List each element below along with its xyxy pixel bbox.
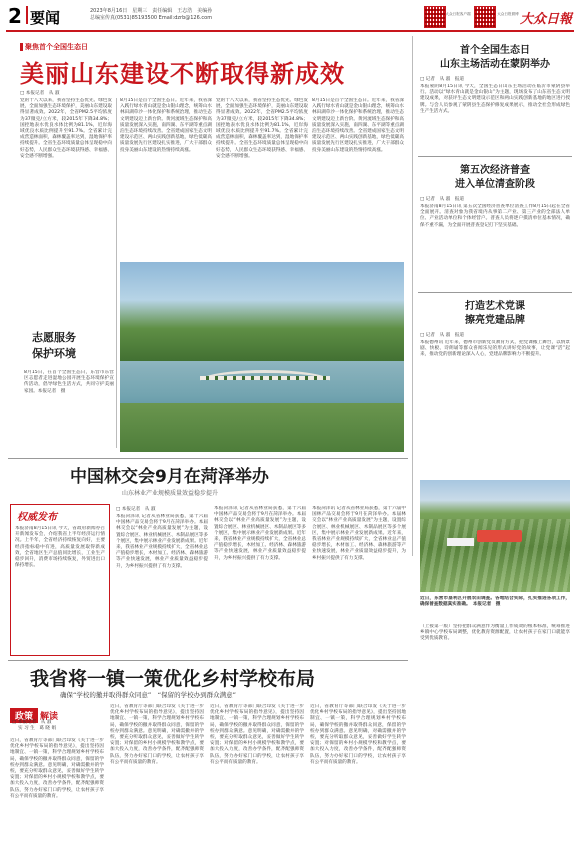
- story1-byline: □ 记者 从 淑 报道: [420, 77, 465, 82]
- bottom-right-body: （上接第一版）坚持把群众满意作为衡量工作成效的根本标准，统筹推进乡镇中心学校布局调整，优化教育资源配置，让农村孩子在家门口就能享受到优质教育。: [420, 624, 570, 642]
- section-rule: [8, 660, 408, 661]
- photo-shelter: [447, 538, 474, 546]
- school-byline: □ 本报记者 从 淑 实 习 生 葛 晓 娟: [12, 720, 57, 732]
- header-rule: [6, 30, 574, 32]
- lead-body-col2: 8月15日是首个全国生态日。近年来，我省深入践行绿水青山就是金山银山理念，统筹山水林田湖草沙一体化保护和系统治理，推动生态文明建设迈上新台阶。黄河流域生态保护和高质量发展深入实施，南四湖、东平湖等重点湖泊生态环境持续改善。全省建成国家生态文明建设示范区、两山实践创新基地，绿色低碳高质量发展先行区建设扎实推进，广大干部群众投身美丽山东建设的热情持续高涨。: [120, 98, 212, 153]
- policy-tag-suffix: 解读: [40, 712, 59, 722]
- photo-bridge-rail: [200, 376, 331, 380]
- lead-headline: 美丽山东建设不断取得新成效: [20, 60, 345, 88]
- story-divider: [418, 292, 572, 293]
- qr-code-icon: [474, 6, 496, 28]
- caption-title: 志愿服务 保护环境: [32, 331, 76, 360]
- school-headline: 我省将一镇一策优化乡村学校布局: [30, 668, 316, 690]
- photo-tent: [477, 530, 522, 541]
- forest-subheadline: 山东林业产业规模质量效益稳步提升: [122, 490, 219, 497]
- qr-caption: 大众日报微博: [497, 12, 519, 16]
- farmland-photo: [420, 480, 570, 592]
- section-rule: [8, 458, 408, 459]
- story2-headline: 第五次经济普查 进入单位清查阶段: [455, 165, 535, 190]
- header-divider: [26, 6, 28, 24]
- section-title: 要闻: [30, 9, 61, 27]
- policy-tag-label: 政策: [10, 708, 38, 723]
- authority-tag: 权威发布: [17, 512, 57, 523]
- lead-kicker: 聚焦首个全国生态日: [20, 42, 88, 52]
- lead-body-col3: 党的十八大以来，我省坚持生态优先、绿色发展，全面加强生态环境保护，美丽山东建设取得显著成效。2022年，全省PM2.5平均浓度为37微克/立方米，较2015年下降34.8%；国控地表水优良水体比例为81.1%，近岸海域优良水质比例提升至91.7%。全省累计完成营造林面积，森林覆盖率达到，湿地保护率持续提升。全省生态环境质量总体呈现稳中向好态势，人民群众生态环境获得感、幸福感、安全感不断增强。: [216, 98, 308, 159]
- qr-code-icon: [424, 6, 446, 28]
- forest-headline: 中国林交会9月在菏泽举办: [70, 467, 269, 487]
- header-meta: [90, 8, 350, 22]
- authority-body: 本报济南8月15日讯 今天，省政府新闻办召开新闻发布会，介绍我省上半年经济运行情况。上半年，全省经济持续恢复向好，主要经济指标稳中有进，高质量发展取得新成效，全省地区生产总值同比增长，工业生产稳步回升，消费市场持续恢复，外贸进出口保持增长。: [15, 526, 105, 569]
- photo-caption: 8月15日，在首个全国生态日，东营市东营区志愿者走进湿地公园开展生态环境保护宣传活动，倡导绿色生活方式，共同守护美丽家园。本报记者 摄: [24, 370, 114, 394]
- newspaper-logo: 大众日報: [519, 12, 572, 27]
- header-date-line: 2023年8月16日 星期三 责任编辑 王志浩 美编孙: [90, 8, 213, 14]
- page-number: 2: [8, 4, 22, 28]
- qr-caption: 大众日报客户端: [445, 12, 471, 16]
- kicker-bar-icon: [20, 43, 23, 51]
- lead-byline: □ 本报记者 从 淑: [20, 91, 60, 96]
- school-body-col3: 近日，省教育厅等部门联合印发《关于进一步优化乡村学校布局的指导意见》，提出坚持因地制宜、一镇一策，科学合理规划乡村学校布局，确保学校的撤并取得群众同意，保留的学校办到群众满意。意见明确，对确需撤并的学校，要充分听取群众意见，妥善做好学生转学安置；对保留的乡村小规模学校和教学点，要加大投入力度，改善办学条件，配齐配强师资队伍，努力办好家门口的学校，让农村孩子享有公平而有质量的教育。: [210, 704, 304, 765]
- lead-body-left: 党的十八大以来，我省坚持生态优先、绿色发展，全面加强生态环境保护，美丽山东建设取得显著成效。2022年，全省PM2.5平均浓度为37微克/立方米，较2015年下降34.8%；国控地表水优良水体比例为81.1%，近岸海域优良水质比例提升至91.7%。全省累计完成营造林面积，森林覆盖率达到，湿地保护率持续提升。全省生态环境质量总体呈现稳中向好态势，人民群众生态环境获得感、幸福感、安全感不断增强。: [20, 98, 112, 159]
- header-contact-line: 总编室传真(0531)85193500 Email:dzrb@126.com: [90, 15, 213, 21]
- wetland-photo: [120, 262, 404, 452]
- story3-headline: 打造艺术党课 擦亮党建品牌: [465, 301, 525, 326]
- story3-body: 本报德州讯 近年来，德州市创新党员教育方式，把党课搬上舞台，以情景剧、快板、诗朗诵等群众喜闻乐见的形式讲好党的故事，让党课“活”起来，推动党的创新理论深入人心，党建品牌影响力不断提升。: [420, 340, 570, 358]
- lead-body-col4: 8月15日是首个全国生态日。近年来，我省深入践行绿水青山就是金山银山理念，统筹山水林田湖草沙一体化保护和系统治理，推动生态文明建设迈上新台阶。黄河流域生态保护和高质量发展深入实施，南四湖、东平湖等重点湖泊生态环境持续改善。全省建成国家生态文明建设示范区、两山实践创新基地，绿色低碳高质量发展先行区建设扎实推进，广大干部群众投身美丽山东建设的热情持续高涨。: [312, 98, 404, 153]
- forest-body-col1: 本报菏泽讯 记者从省林业局获悉，第十六届中国林产品交易会将于9月在菏泽举办。本届林交会以“林业产业高质量发展”为主题，设置综合展区、林业机械展区、木制品展区等多个展区，集中展示林业产业发展新成果。近年来，我省林业产业规模持续扩大，全省林业总产值稳步增长，木材加工、经济林、森林旅游等产业快速发展，林业产业质量效益稳步提升，为乡村振兴提供了有力支撑。: [116, 514, 208, 569]
- school-body-col4: 近日，省教育厅等部门联合印发《关于进一步优化乡村学校布局的指导意见》，提出坚持因地制宜、一镇一策，科学合理规划乡村学校布局，确保学校的撤并取得群众同意，保留的学校办到群众满意。意见明确，对确需撤并的学校，要充分听取群众意见，妥善做好学生转学安置；对保留的乡村小规模学校和教学点，要加大投入力度，改善办学条件，配齐配强师资队伍，努力办好家门口的学校，让农村孩子享有公平而有质量的教育。: [310, 704, 406, 765]
- school-body-col1: 近日，省教育厅等部门联合印发《关于进一步优化乡村学校布局的指导意见》，提出坚持因地制宜、一镇一策，科学合理规划乡村学校布局，确保学校的撤并取得群众同意，保留的学校办到群众满意。意见明确，对确需撤并的学校，要充分听取群众意见，妥善做好学生转学安置；对保留的乡村小规模学校和教学点，要加大投入力度，改善办学条件，配齐配强师资队伍，努力办好家门口的学校，让农村孩子享有公平而有质量的教育。: [10, 738, 104, 799]
- photo-bridge: [200, 370, 331, 392]
- story-divider: [418, 156, 572, 157]
- story2-byline: □ 记者 从 淑 报道: [420, 197, 465, 202]
- right-column-divider: [412, 36, 413, 556]
- story2-body: 本报济南8月15日讯 第五次全国经济普查单位清查工作8月15日起在全省全面展开。清查对象为我省境内从事第二产业、第三产业的全部法人单位、产业活动单位和个体经营户。普查人员将逐户摸清单位基本情况，确保不重不漏，为全面开展普查登记打下坚实基础。: [420, 204, 570, 228]
- forest-body-col3: 本报菏泽讯 记者从省林业局获悉，第十六届中国林产品交易会将于9月在菏泽举办。本届林交会以“林业产业高质量发展”为主题，设置综合展区、林业机械展区、木制品展区等多个展区，集中展示林业产业发展新成果。近年来，我省林业产业规模持续扩大，全省林业总产值稳步增长，木材加工、经济林、森林旅游等产业快速发展，林业产业质量效益稳步提升，为乡村振兴提供了有力支撑。: [312, 506, 406, 561]
- school-subheadline: 确保“学校的撤并取得群众同意” “保留的学校办到群众满意”: [60, 691, 236, 699]
- authority-box: [10, 504, 110, 656]
- story1-headline: 首个全国生态日 山东主场活动在蒙阴举办: [440, 45, 550, 70]
- story3-byline: □ 记者 从 淑 报道: [420, 333, 465, 338]
- school-body-col2: 近日，省教育厅等部门联合印发《关于进一步优化乡村学校布局的指导意见》，提出坚持因地制宜、一镇一策，科学合理规划乡村学校布局，确保学校的撤并取得群众同意，保留的学校办到群众满意。意见明确，对确需撤并的学校，要充分听取群众意见，妥善做好学生转学安置；对保留的乡村小规模学校和教学点，要加大投入力度，改善办学条件，配齐配强师资队伍，努力办好家门口的学校，让农村孩子享有公平而有质量的教育。: [110, 704, 204, 765]
- forest-byline: □ 本报记者 从 淑: [116, 507, 156, 512]
- farmland-caption: 近日，东营市垦利区开展农田调查。各地结合实际，扎实推进各项工作，确保普查数据真实准确。 本报记者 摄: [420, 596, 570, 608]
- column-divider: [116, 98, 117, 448]
- story1-body: 本报蒙阴8月15日讯 今天，全国生态日山东主场活动在临沂市蒙阴县举行。活动以“绿水青山就是金山银山”为主题，现场发布了山东省生态文明建设成果，对获评生态文明建设示范区和两山实践创新基地的地区进行授牌。与会人员参观了蒙阴县生态保护修复成果展示，推动全社会形成绿色生产生活方式。: [420, 84, 570, 114]
- forest-body-col2: 本报菏泽讯 记者从省林业局获悉，第十六届中国林产品交易会将于9月在菏泽举办。本届林交会以“林业产业高质量发展”为主题，设置综合展区、林业机械展区、木制品展区等多个展区，集中展示林业产业发展新成果。近年来，我省林业产业规模持续扩大，全省林业总产值稳步增长，木材加工、经济林、森林旅游等产业快速发展，林业产业质量效益稳步提升，为乡村振兴提供了有力支撑。: [214, 506, 306, 561]
